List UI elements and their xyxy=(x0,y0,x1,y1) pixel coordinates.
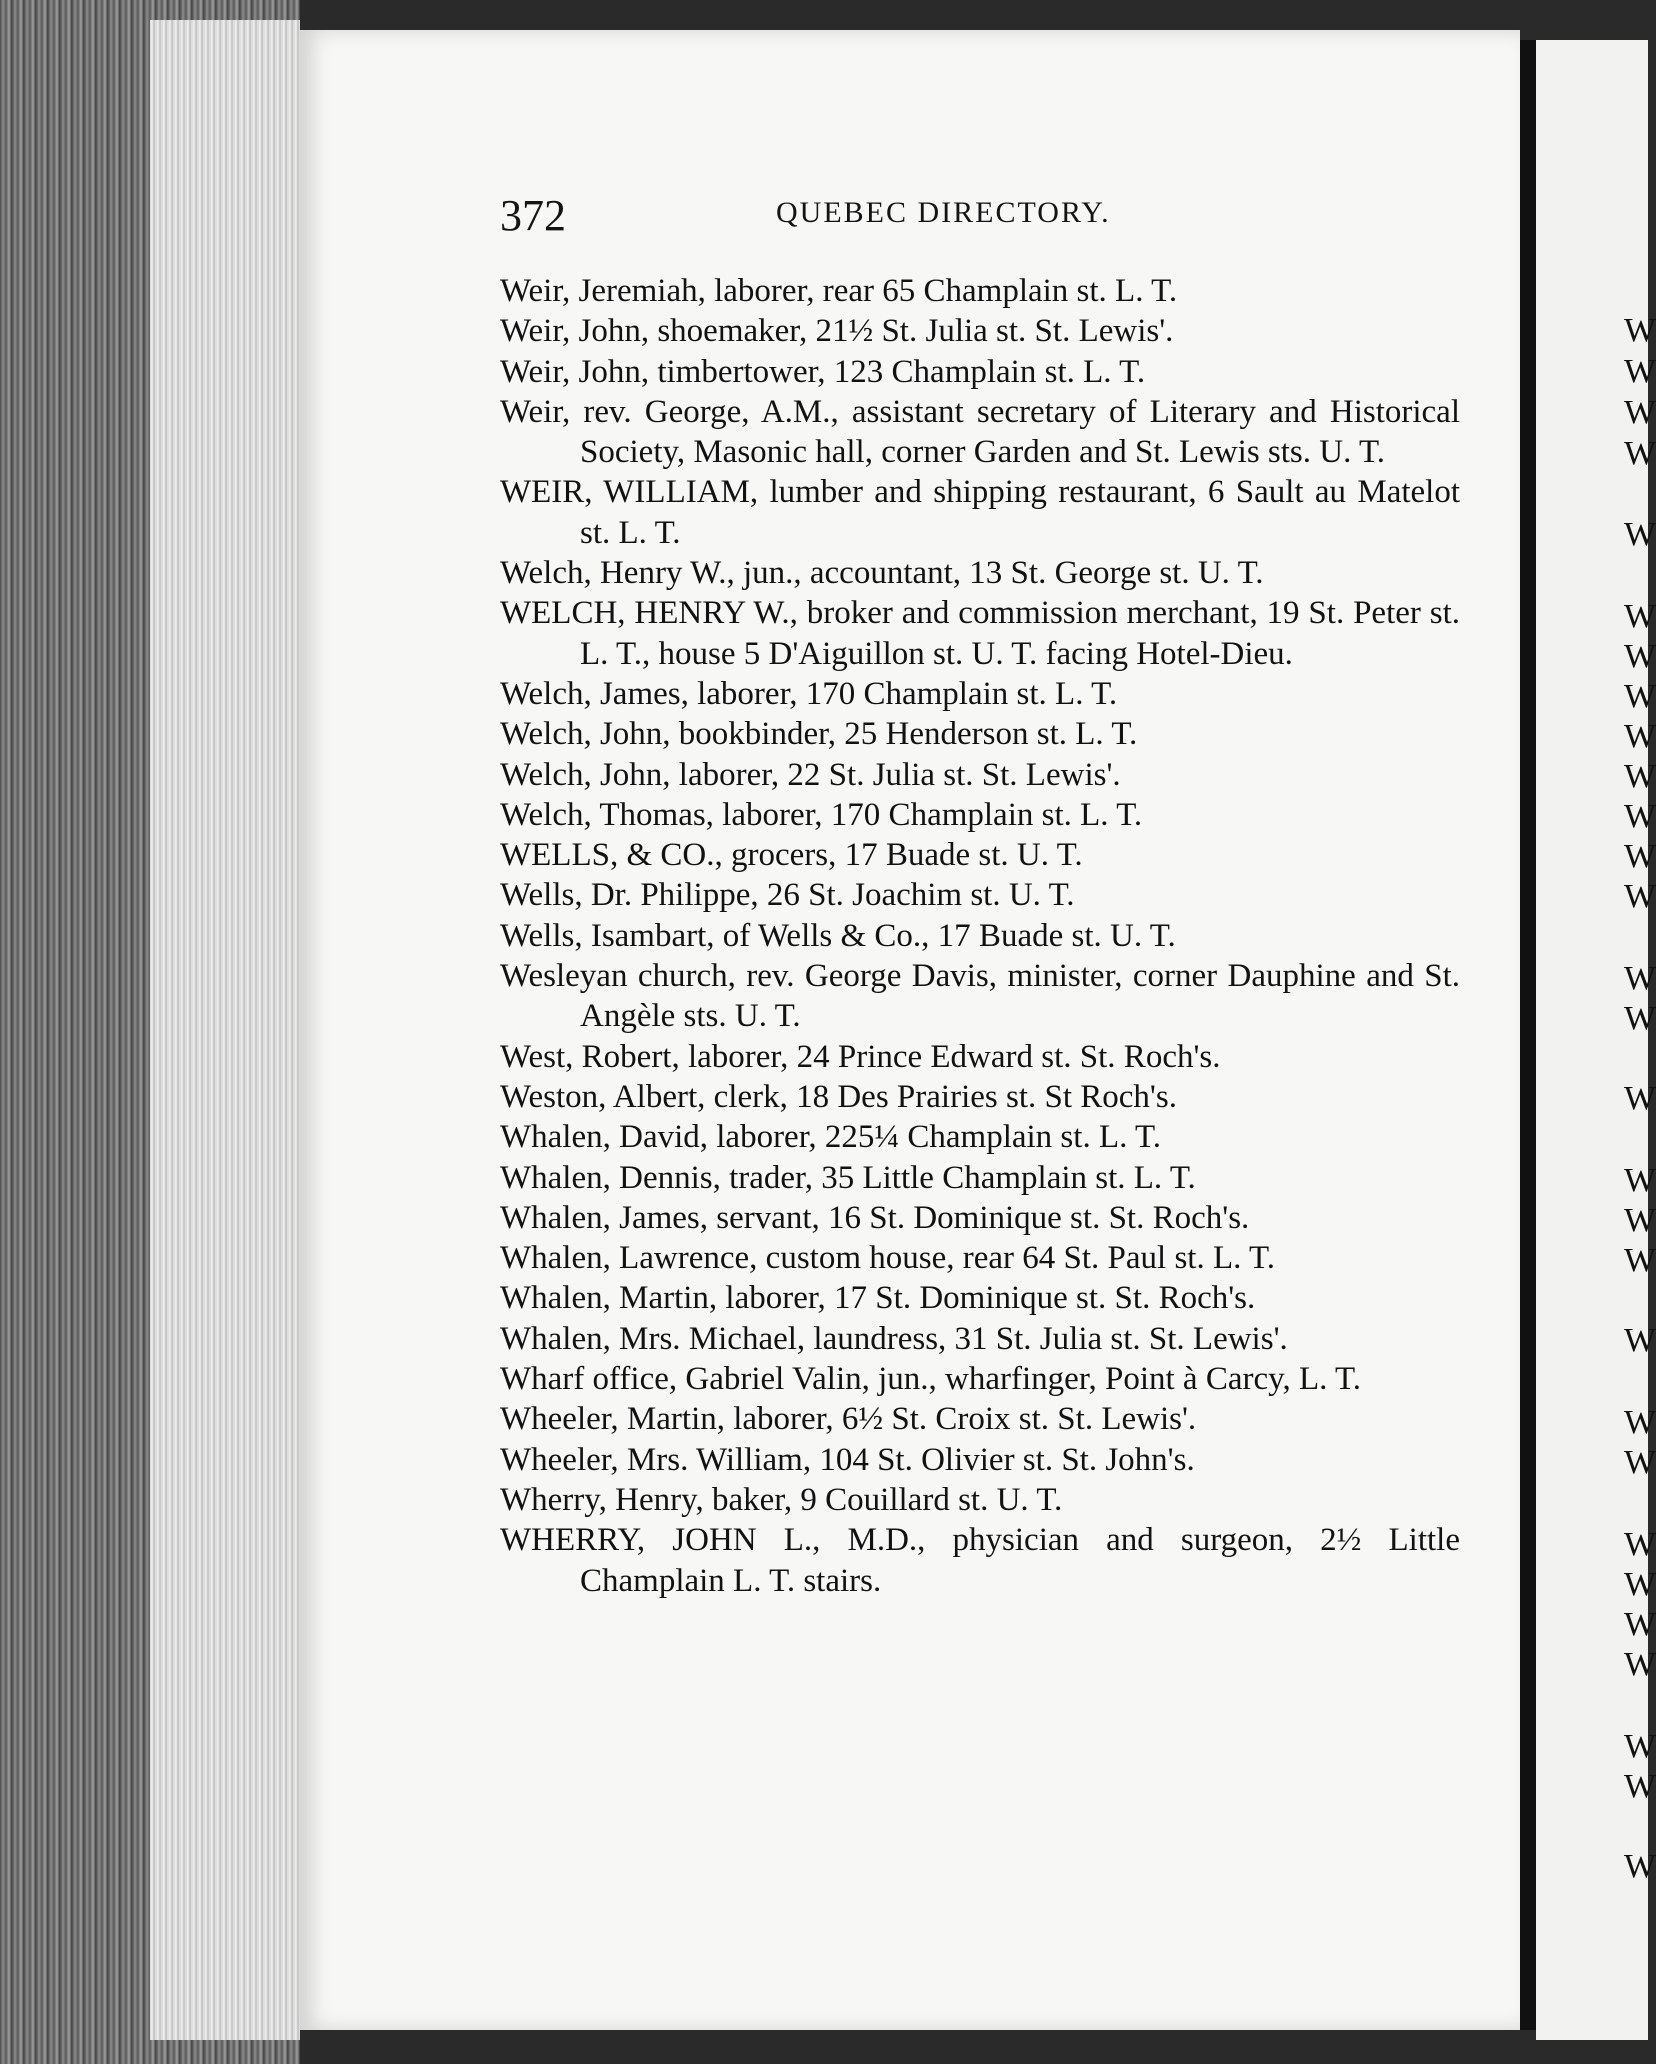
book-page-edges xyxy=(0,0,300,2064)
facing-page-letter: W xyxy=(1624,960,1656,997)
directory-entry: Whalen, Martin, laborer, 17 St. Dominique st. St. Roch's. xyxy=(500,1280,1256,1317)
directory-entry: Weston, Albert, clerk, 18 Des Prairies st. St Roch's. xyxy=(500,1078,1177,1115)
facing-page-letter: W xyxy=(1624,394,1656,431)
facing-page-letter: W xyxy=(1624,516,1656,553)
directory-entry: Whalen, Dennis, trader, 35 Little Champlain st. L. T. xyxy=(500,1159,1196,1196)
directory-entry: Welch, John, bookbinder, 25 Henderson st. L. T. xyxy=(500,716,1138,753)
directory-entries xyxy=(500,271,1460,1601)
book-gutter xyxy=(1520,40,1536,2030)
page-header xyxy=(500,190,1220,240)
directory-entry: Wheeler, Mrs. William, 104 St. Olivier st. St. John's. xyxy=(500,1441,1195,1478)
facing-page-letter: W xyxy=(1624,838,1656,875)
facing-page-letter: W xyxy=(1624,638,1656,675)
directory-entry: Weir, Jeremiah, laborer, rear 65 Champlain st. L. T. xyxy=(500,273,1178,309)
facing-page-letter: W xyxy=(1624,1080,1656,1117)
directory-entry: WEIR, WILLIAM, lumber and shipping restaurant, 6 Sault au Matelot st. L. T. xyxy=(500,474,1460,551)
facing-page-letter: W xyxy=(1624,758,1656,795)
directory-entry: Wheeler, Martin, laborer, 6½ St. Croix st. St. Lewis'. xyxy=(500,1401,1197,1438)
facing-page-letter: W xyxy=(1624,1566,1656,1603)
directory-entry: Wherry, Henry, baker, 9 Couillard st. U. T. xyxy=(500,1481,1063,1518)
directory-entry: Welch, Henry W., jun., accountant, 13 St. George st. U. T. xyxy=(500,555,1264,592)
facing-page-letter: W xyxy=(1624,1526,1656,1563)
facing-page-letter: W xyxy=(1624,1162,1656,1199)
directory-entry: Wesleyan church, rev. George Davis, minister, corner Dauphine and St. Angèle sts. U. T. xyxy=(500,958,1460,1035)
facing-page-letter: W xyxy=(1624,353,1656,390)
facing-page-letter: W xyxy=(1624,1322,1656,1359)
directory-entry: WELLS, & CO., grocers, 17 Buade st. U. T. xyxy=(500,837,1083,874)
directory-entry: Wharf office, Gabriel Valin, jun., wharfinger, Point à Carcy, L. T. xyxy=(500,1361,1361,1398)
directory-entry: West, Robert, laborer, 24 Prince Edward st. St. Roch's. xyxy=(500,1038,1221,1075)
facing-page-letter: W xyxy=(1624,1848,1656,1885)
directory-entry: Whalen, Lawrence, custom house, rear 64 St. Paul st. L. T. xyxy=(500,1240,1275,1277)
running-title: QUEBEC DIRECTORY. xyxy=(776,196,1111,229)
facing-page-letter: W xyxy=(1624,1606,1656,1643)
facing-page-letter: W xyxy=(1624,798,1656,835)
facing-page-letter: W xyxy=(1624,1000,1656,1037)
directory-entry: Whalen, James, servant, 16 St. Dominique st. St. Roch's. xyxy=(500,1199,1250,1236)
facing-page-letter: W xyxy=(1624,1444,1656,1481)
directory-entry: Welch, James, laborer, 170 Champlain st. L. T. xyxy=(500,675,1118,712)
facing-page-letter: W xyxy=(1624,312,1656,349)
page-number: 372 xyxy=(500,191,566,240)
directory-entry: WELCH, HENRY W., broker and commission merchant, 19 St. Peter st. L. T., house 5 D'Aiguillon st. U. T. facing Hotel-Dieu. xyxy=(500,595,1460,672)
directory-entry: Weir, John, shoemaker, 21½ St. Julia st. St. Lewis'. xyxy=(500,313,1174,350)
facing-page-letter: W xyxy=(1624,435,1656,472)
directory-entry: WHERRY, JOHN L., M.D., physician and surgeon, 2½ Little Champlain L. T. stairs. xyxy=(500,1522,1460,1599)
directory-entry: Welch, John, laborer, 22 St. Julia st. St. Lewis'. xyxy=(500,756,1121,793)
facing-page-letter: W xyxy=(1624,598,1656,635)
facing-page-letter: W xyxy=(1624,1768,1656,1805)
directory-entry: Weir, John, timbertower, 123 Champlain st. L. T. xyxy=(500,353,1146,390)
directory-entry: Whalen, Mrs. Michael, laundress, 31 St. Julia st. St. Lewis'. xyxy=(500,1320,1288,1357)
directory-entry: Whalen, David, laborer, 225¼ Champlain st. L. T. xyxy=(500,1119,1161,1156)
facing-page-letter: W xyxy=(1624,1242,1656,1279)
facing-page-letter: W xyxy=(1624,878,1656,915)
facing-page xyxy=(1536,40,1656,2040)
facing-page-letter: W xyxy=(1624,718,1656,755)
directory-entry: Welch, Thomas, laborer, 170 Champlain st. L. T. xyxy=(500,796,1143,833)
facing-page-letter: W xyxy=(1624,1728,1656,1765)
facing-page-letter: W xyxy=(1624,1646,1656,1683)
facing-page-letter: W xyxy=(1624,1202,1656,1239)
facing-page-letter: W xyxy=(1624,1404,1656,1441)
directory-entry: Weir, rev. George, A.M., assistant secretary of Literary and Historical Society, Masonic hall, corner Garden and St. Lewis sts. U. T. xyxy=(500,393,1460,471)
directory-entry: Wells, Isambart, of Wells & Co., 17 Buade st. U. T. xyxy=(500,917,1176,954)
facing-page-letter: W xyxy=(1624,678,1656,715)
directory-entry: Wells, Dr. Philippe, 26 St. Joachim st. U. T. xyxy=(500,877,1075,914)
page-stack xyxy=(150,20,300,2040)
